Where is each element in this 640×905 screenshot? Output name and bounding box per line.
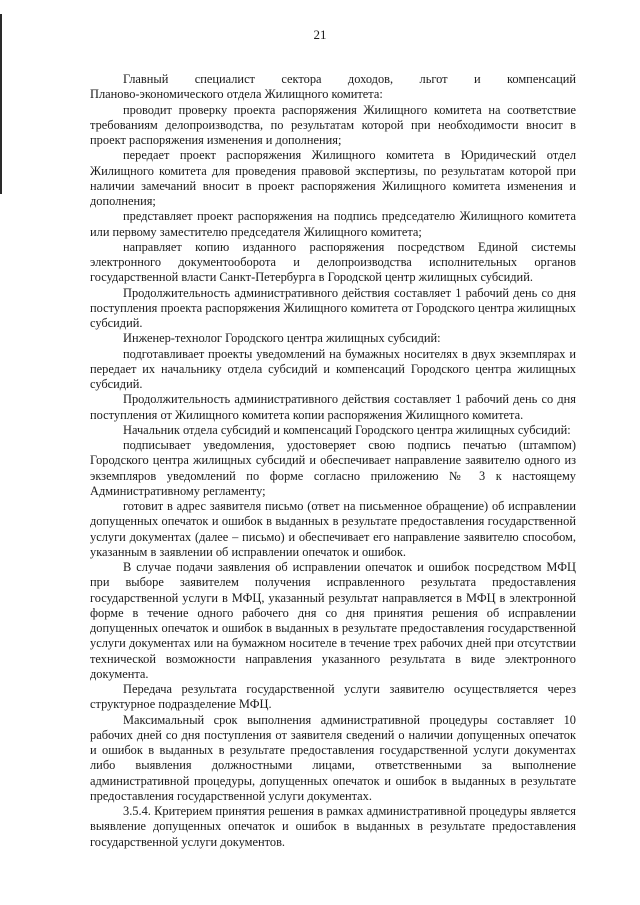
page-number: 21: [313, 27, 327, 42]
paragraph-legal-review: передает проект распоряжения Жилищного комитета в Юридический отдел Жилищного комитета для проведения правовой экспертизы, по результатам которой при наличии замечаний вносит в проект распоряжения Жилищного комитета изменения и дополнения;: [90, 148, 576, 208]
paragraph-chief-specialist-heading-cont: Планово-экономического отдела Жилищного комитета:: [90, 87, 383, 102]
paragraph-prepare-notifications: подготавливает проекты уведомлений на бумажных носителях в двух экземплярах и передает их начальнику отдела субсидий и компенсаций Городского центра жилищных субсидий.: [90, 346, 576, 391]
paragraph-chief-specialist-heading: Главный специалист сектора доходов, льгот и компенсаций: [123, 72, 576, 86]
paragraph-sign-notifications: подписывает уведомления, удостоверяет свою подпись печатью (штампом) Городского центра жилищных субсидий и обеспечивает направление заявителю одного из экземпляров уведомлений по форме согласно приложению № 3 к настоящему Административному регламенту;: [90, 438, 576, 498]
paragraph-duration-1: Продолжительность административного действия составляет 1 рабочий день со дня поступления проекта распоряжения Жилищного комитета от Городского центра жилищных субсидий.: [90, 285, 576, 330]
paragraph-prepare-letter: готовит в адрес заявителя письмо (ответ на письменное обращение) об исправлении допущенных опечаток и ошибок в выданных в результате предоставления государственной услуги документах (далее – письмо) и обеспечивает его направление заявителю способом, указанным в заявлении об исправлении опечаток и ошибок.: [90, 499, 576, 559]
paragraph-engineer-heading: Инженер-технолог Городского центра жилищных субсидий:: [123, 331, 441, 346]
paragraph-department-head-heading: Начальник отдела субсидий и компенсаций Городского центра жилищных субсидий:: [123, 422, 571, 437]
paragraph-result-transfer: Передача результата государственной услуги заявителю осуществляется через структурное подразделение МФЦ.: [90, 682, 576, 712]
paragraph-duration-2: Продолжительность административного действия составляет 1 рабочий день со дня поступления от Жилищного комитета копии распоряжения Жилищного комитета.: [90, 392, 576, 422]
paragraph-mfc-case: В случае подачи заявления об исправлении опечаток и ошибок посредством МФЦ при выборе заявителем получения исправленного результата предоставления государственной услуги в МФЦ, указанный результат направляется в МФЦ в электронной форме в течение одного рабочего дня со дня принятия решения об исправлении допущенных опечаток и ошибок в выданных в результате предоставления государственной услуги документах или на бумажном носителе в течение трех рабочих дней при отсутствии технической возможности направления указанного результата в виде электронного документа.: [90, 560, 576, 681]
paragraph-copy-distribution: направляет копию изданного распоряжения посредством Единой системы электронного документооборота и делопроизводства исполнительных органов государственной власти Санкт-Петербурга в Городской центр жилищных субсидий.: [90, 239, 576, 285]
paragraph-signature-submission: представляет проект распоряжения на подпись председателю Жилищного комитета или первому заместителю председателя Жилищного комитета;: [90, 209, 576, 239]
document-body: [90, 72, 576, 850]
paragraph-decision-criterion: 3.5.4. Критерием принятия решения в рамках административной процедуры является выявление допущенных опечаток и ошибок в выданных в результате предоставления государственной услуги документов.: [90, 804, 576, 849]
paragraph-max-term: Максимальный срок выполнения административной процедуры составляет 10 рабочих дней со дня поступления от заявителя сведений о наличии допущенных опечаток и ошибок в выданных в результате предоставления государственной услуги документах либо выявления должностными лицами, ответственными за выполнение административной процедуры, допущенных опечаток и ошибок в выданных в результате предоставления государственной услуги документах.: [90, 712, 576, 803]
paragraph-check-draft: проводит проверку проекта распоряжения Жилищного комитета на соответствие требованиям делопроизводства, по результатам которой при необходимости вносит в проект распоряжения изменения и дополнения;: [90, 102, 576, 147]
